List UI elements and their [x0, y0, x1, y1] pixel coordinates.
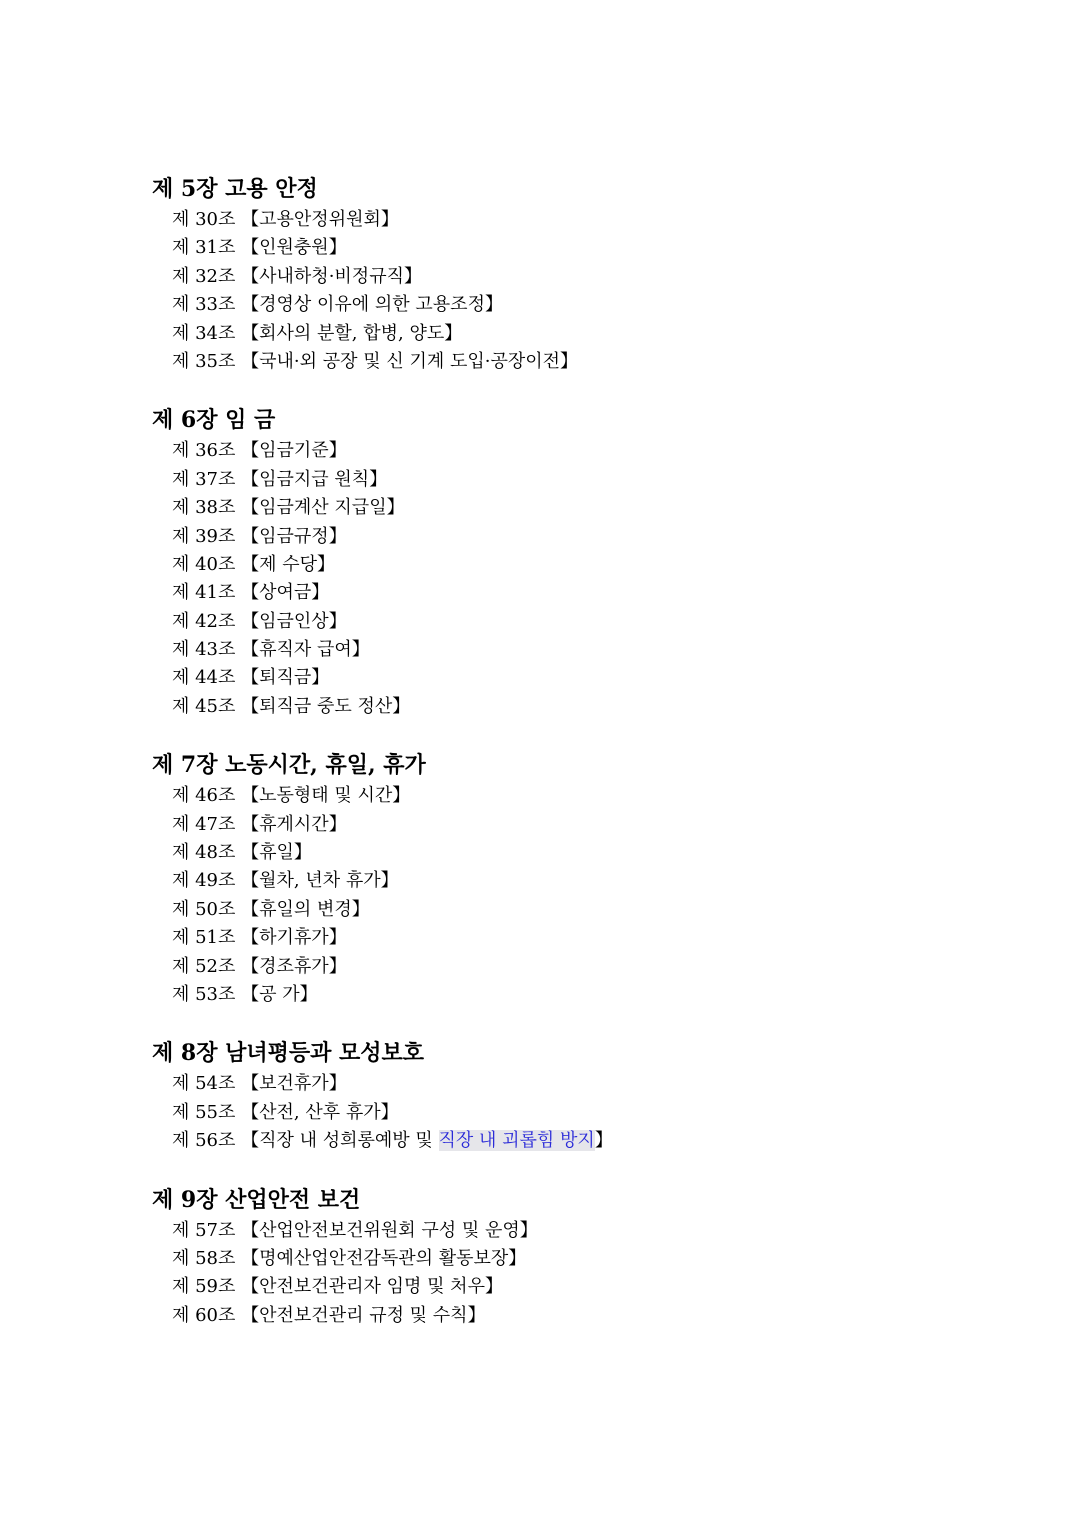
article-number: 제 59조 [172, 1276, 236, 1298]
article-title: 【노동형태 및 시간】 [241, 785, 411, 807]
article-title: 【휴직자 급여】 [241, 639, 370, 661]
article-title: 【명예산업안전감독관의 활동보장】 [241, 1247, 527, 1269]
article-title: 【임금규정】 [241, 525, 347, 547]
article-title: 【퇴직금】 [241, 667, 330, 689]
article-title: 【상여금】 [241, 582, 330, 604]
article-title: 【휴일】 [241, 842, 312, 864]
article-title: 【고용안정위원회】 [241, 209, 399, 230]
chapter-6 [152, 403, 1032, 721]
article-number: 제 51조 [172, 927, 236, 949]
article-number: 제 56조 [172, 1130, 236, 1152]
article-item [152, 693, 1032, 721]
article-title: 【임금기준】 [241, 440, 347, 462]
chapter-7 [152, 748, 1032, 1009]
article-number: 제 42조 [172, 610, 236, 632]
article-title: 【임금지급 원칙】 [241, 468, 388, 490]
chapter-title: 제 5장 고용 안정 [152, 176, 318, 202]
article-number: 제 58조 [172, 1247, 236, 1269]
article-item [152, 811, 1032, 839]
article-item [152, 1273, 1032, 1301]
article-item [152, 924, 1032, 952]
article-title: 【공 가】 [241, 983, 318, 1005]
chapter-title: 제 9장 산업안전 보건 [152, 1186, 361, 1213]
article-number: 제 32조 [172, 265, 236, 287]
article-number: 제 30조 [172, 209, 236, 230]
article-number: 제 36조 [172, 440, 236, 462]
article-item [152, 494, 1032, 522]
article-number: 제 45조 [172, 695, 236, 717]
article-number: 제 31조 [172, 237, 236, 259]
article-item [152, 608, 1032, 636]
article-title: 【임금인상】 [241, 610, 347, 632]
article-item [152, 782, 1032, 810]
article-title: 【안전보건관리 규정 및 수칙】 [241, 1304, 486, 1326]
article-number: 제 34조 [172, 322, 236, 344]
article-number: 제 33조 [172, 294, 236, 316]
article-title: 【퇴직금 중도 정산】 [241, 695, 411, 717]
article-title: 【경영상 이유에 의한 고용조정】 [241, 294, 503, 316]
article-item [152, 1070, 1032, 1098]
chapter-8 [152, 1036, 1032, 1155]
article-title [241, 1130, 613, 1151]
article-item [152, 1217, 1032, 1245]
article-title: 【국내·외 공장 및 신 기계 도입·공장이전】 [241, 350, 579, 372]
article-title: 【경조휴가】 [241, 955, 347, 977]
article-title: 【회사의 분할, 합병, 양도】 [241, 322, 463, 344]
article-title: 【제 수당】 [241, 553, 336, 575]
article-number: 제 43조 [172, 639, 236, 661]
article-number: 제 46조 [172, 785, 236, 807]
article-number: 제 48조 [172, 842, 236, 864]
article-item [152, 1245, 1032, 1273]
article-number: 제 35조 [172, 350, 236, 372]
chapter-title: 제 6장 임 금 [152, 407, 276, 434]
article-item [152, 206, 1032, 234]
article-item [152, 953, 1032, 981]
article-item [152, 1302, 1032, 1330]
article-number: 제 49조 [172, 870, 236, 892]
article-item [152, 636, 1032, 664]
article-item [152, 551, 1032, 579]
chapter-title: 제 8장 남녀평등과 모성보호 [152, 1040, 425, 1067]
article-title: 【임금계산 지급일】 [241, 497, 405, 519]
article-item [152, 291, 1032, 319]
article-title-start: 【직장 내 성희롱예방 및 [241, 1130, 439, 1152]
article-number: 제 55조 [172, 1101, 236, 1123]
chapter-5 [152, 172, 1032, 376]
article-title: 【월차, 년차 휴가】 [241, 870, 399, 892]
article-item [152, 579, 1032, 607]
chapter-9 [152, 1183, 1032, 1331]
article-number: 제 60조 [172, 1304, 236, 1326]
article-title: 【인원충원】 [241, 237, 347, 259]
article-number: 제 39조 [172, 525, 236, 547]
article-title: 【하기휴가】 [241, 927, 347, 949]
article-number: 제 53조 [172, 983, 236, 1005]
article-number: 제 54조 [172, 1073, 236, 1095]
article-number: 제 57조 [172, 1219, 236, 1241]
article-item [152, 234, 1032, 262]
article-item [152, 867, 1032, 895]
article-title: 【산전, 산후 휴가】 [241, 1101, 399, 1123]
article-number: 제 44조 [172, 667, 236, 689]
article-item [152, 320, 1032, 348]
article-item [152, 263, 1032, 291]
article-item [152, 896, 1032, 924]
article-number: 제 47조 [172, 813, 236, 835]
article-number: 제 52조 [172, 955, 236, 977]
article-item [152, 466, 1032, 494]
article-title: 【휴일의 변경】 [241, 898, 370, 920]
article-title-end: 】 [594, 1130, 613, 1152]
article-title: 【사내하청·비정규직】 [241, 265, 422, 287]
table-of-contents [152, 172, 1032, 1357]
article-item [152, 981, 1032, 1009]
article-title: 【안전보건관리자 임명 및 처우】 [241, 1276, 503, 1298]
article-number: 제 50조 [172, 898, 236, 920]
article-number: 제 37조 [172, 468, 236, 490]
article-item [152, 1099, 1032, 1127]
highlighted-text: 직장 내 괴롭힘 방지 [438, 1130, 595, 1152]
article-number: 제 40조 [172, 553, 236, 575]
article-title: 【보건휴가】 [241, 1073, 347, 1095]
article-number: 제 41조 [172, 582, 236, 604]
article-title: 【휴게시간】 [241, 813, 347, 835]
article-item [152, 839, 1032, 867]
chapter-title: 제 7장 노동시간, 휴일, 휴가 [152, 752, 426, 779]
article-item [152, 523, 1032, 551]
article-item [152, 348, 1032, 376]
article-title: 【산업안전보건위원회 구성 및 운영】 [241, 1219, 538, 1241]
article-item [152, 1127, 1032, 1155]
article-number: 제 38조 [172, 497, 236, 519]
article-item [152, 437, 1032, 465]
article-item [152, 664, 1032, 692]
